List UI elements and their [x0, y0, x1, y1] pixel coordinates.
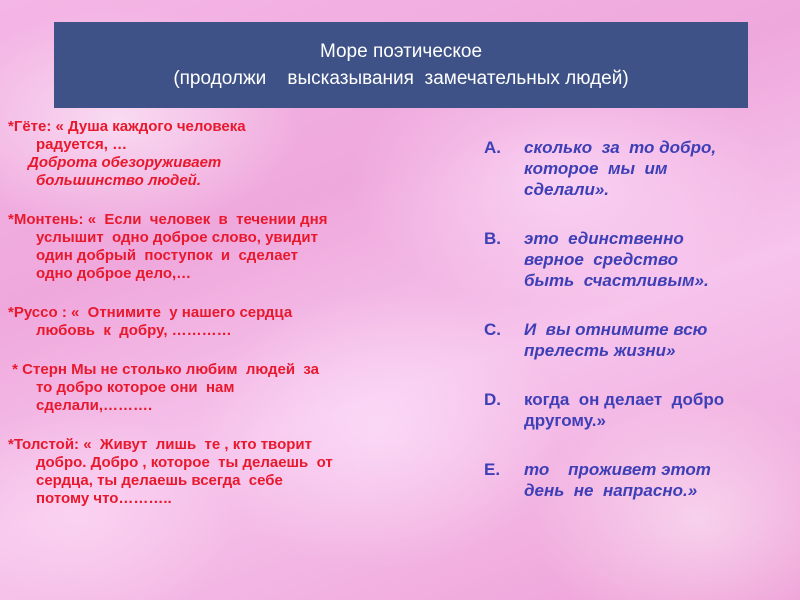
answer-d [484, 389, 794, 431]
answer-line: быть счастливым». [524, 271, 709, 290]
quote-line: потому что……….. [36, 490, 172, 507]
answer-line: другому.» [524, 411, 606, 430]
answer-line: сделали». [524, 180, 609, 199]
quote-line: сделали,………. [36, 397, 153, 414]
quote-line: радуется, … [36, 136, 128, 153]
answer-line: то проживет этот [524, 460, 711, 479]
quote-line: один добрый поступок и сделает [36, 247, 299, 264]
answer-letter: E. [484, 460, 501, 479]
quote-line: добро. Добро , которое ты делаешь от [36, 454, 333, 471]
quote-line: любовь к добру, ………… [36, 322, 232, 339]
quote-rousseau [8, 304, 398, 340]
title-box [54, 22, 748, 108]
quote-line: то добро которое они нам [36, 379, 235, 396]
quote-line: сердца, ты делаешь всегда себе [36, 472, 283, 489]
quote-line: Доброта обезоруживает [28, 154, 222, 171]
answer-line: день не напрасно.» [524, 481, 698, 500]
answer-letter: C. [484, 320, 501, 339]
quote-line: * Стерн Мы не столько любим людей за [8, 361, 320, 378]
answer-line: которое мы им [524, 159, 668, 178]
quote-tolstoy [8, 436, 398, 508]
quotes-column [8, 118, 398, 529]
answer-a [484, 137, 794, 200]
answer-line: сколько за то добро, [524, 138, 717, 157]
answer-letter: B. [484, 229, 501, 248]
answer-e [484, 459, 794, 501]
answer-line: прелесть жизни» [524, 341, 676, 360]
quote-sterne [8, 361, 398, 415]
quote-goethe [8, 118, 398, 190]
answer-b [484, 228, 794, 291]
answer-line: когда он делает добро [524, 390, 725, 409]
quote-montaigne [8, 211, 398, 283]
quote-line: *Руссо : « Отнимите у нашего сердца [8, 304, 293, 321]
quote-line: *Гёте: « Душа каждого человека [8, 118, 246, 135]
answer-line: верное средство [524, 250, 679, 269]
answer-letter: A. [484, 138, 501, 157]
quote-line: *Монтень: « Если человек в течении дня [8, 211, 328, 228]
quote-line: *Толстой: « Живут лишь те , кто творит [8, 436, 312, 453]
quote-line: одно доброе дело,… [36, 265, 192, 282]
answer-line: И вы отнимите всю [524, 320, 708, 339]
answer-letter: D. [484, 390, 501, 409]
answer-c [484, 319, 794, 361]
quote-line: услышит одно доброе слово, увидит [36, 229, 318, 246]
quote-line: большинство людей. [36, 172, 201, 189]
slide-title: Море поэтическое [319, 41, 483, 62]
answer-line: это единственно [524, 229, 684, 248]
answers-column [484, 137, 794, 529]
slide-subtitle: (продолжи высказывания замечательных людей) [173, 68, 629, 89]
